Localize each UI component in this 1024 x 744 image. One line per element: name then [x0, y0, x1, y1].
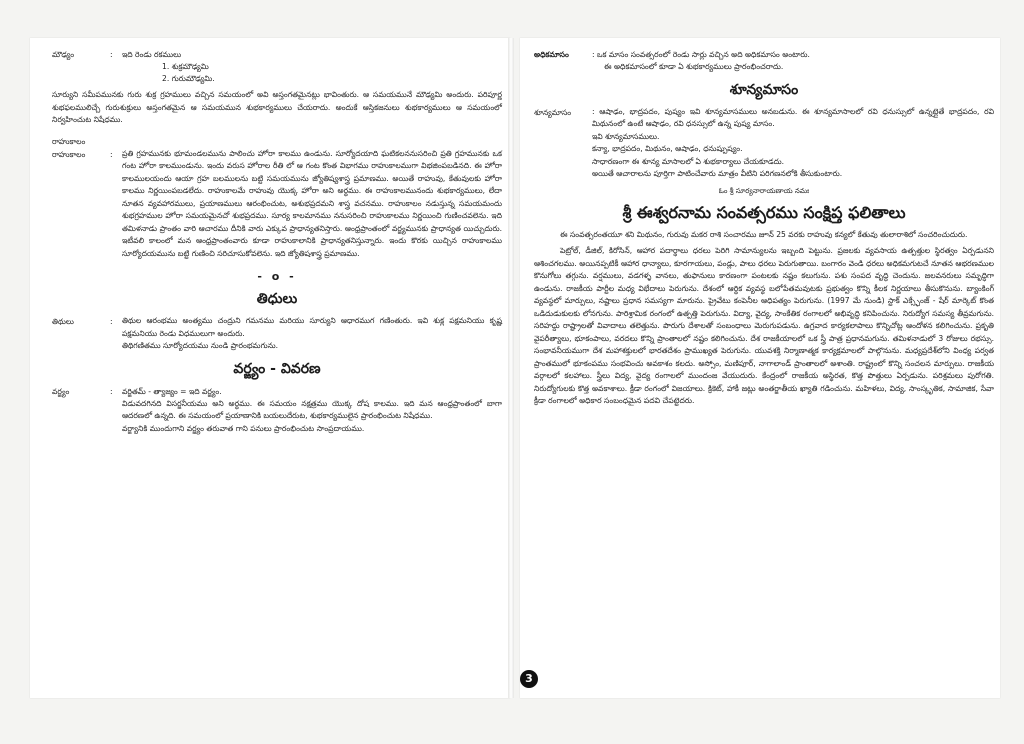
shunyamasam-line: కన్యా, భాద్రపదం, మిథునం, ఆషాఢం, ధనుష్పుష్యం.: [592, 144, 743, 153]
varjyam-row: [52, 385, 502, 398]
right-page: [520, 38, 1000, 698]
mouryam-item: 2. గురుమౌఢ్యమి.: [162, 74, 215, 83]
intro-paragraph: ఈ సంవత్సరంతయూ శని మిథునం, గురువు మకర రాశి సంచారము జూన్ 25 వరకు రాహువు కన్యలో కేతువు తులారాశిలో సంచరించుదురు.: [560, 229, 968, 239]
left-page: [30, 38, 510, 698]
mouryam-label: మౌఢ్యం: [52, 50, 75, 59]
shunyamasam-label: శూన్యమాసం: [534, 107, 572, 117]
adhikamasam-body: : ఒక మాసం సంవత్సరంలో రెండు సార్లు వచ్చిన అది అధికమాసం అంటారు.: [592, 50, 810, 59]
adhikamasam-label: అధికమాసం: [534, 50, 569, 59]
mouryam-item: 1. శుక్రమౌఢ్యమి: [162, 62, 209, 71]
right-page-content: [520, 38, 1000, 698]
rahukalam-body: ప్రతి గ్రహమునకు భూమండలమును పాలించు హోరా కాలము ఉండును. సూర్యోదయాది ఘటికలననుసరించి ప్రతి గ్రహమునకు ఒక గంట హోరా కాలముండును. ఇందు వరుస హోరాల రీతి లో ఆ గంట కొంత విభాగము రాహుకాలముగా విభజింపబడినది. ఈ హోరా కాలములయందు ఆయా గ్రహ బలములను బట్టి సమయమును జ్యోతిష్యశాస్త్ర ప్రమాణము. అయితే రాహువు, కేతువులకు హోరా కాలము నిర్ణయింపబడలేదు. రాహుకాలమే రాహువు యొక్క హోరా అని అర్థము. ఈ రాహుకాలమునందు శుభకార్యములు, లేదా నూతన వ్యవహారములు, ప్రయాణములు ఆరంభించుట, అశుభప్రదమని శాస్త్ర వచనము. రాహుకాలం నడుస్తున్న సమయమందు శుభగ్రహముల హోరా సమయమైనచో శుభప్రదము. సూర్య కాలమానము ననుసరించి రాహుకాలము నిర్ణయించి గుణించవలెను. ఇది తమిళనాడు ప్రాంతం వారి ఆచారము దీనికి వారు ఎక్కువ ప్రాధాన్యతనిస్తారు. ఆంధ్రప్రాంతంలో వర్జ్యమునకు ప్రాధాన్యత యిచ్చుదురు. ఇటీవలి కాలంలో మన ఆంధ్రప్రాంతంవారు కూడా రాహుకాలానికి ప్రాధాన్యతనిస్తున్నారు. ఇందు కొరకు యిచ్చిన రాహుకాలము సూర్యోదయమును బట్టి గుణించి సరిచూసుకోవలెను. ఇది జ్యోతిషశాస్త్ర ప్రమాణము.: [122, 148, 502, 258]
shunya-title: శూన్యమాసం: [729, 81, 799, 98]
invocation: ఓం శ్రీ సూర్యనారాయణాయ నమః: [718, 186, 810, 195]
left-page-content: [30, 38, 510, 698]
tidulu-title: తిధులు: [256, 291, 298, 307]
mouryam-row: [52, 48, 502, 61]
varjyam-label: వర్జ్యం: [52, 386, 70, 396]
varjyam-para1: విడువదగినది విసర్జనీయము అని అర్థము. ఈ సమయం నక్షత్రము యొక్క దోష కాలము. ఇది మన ఆంధ్రప్రాంతంలో బాగా ఆదరణలో ఉన్నది. ఈ సమయంలో ప్రయాణానికి బయలుదేరుట, శుభకార్యములైన ప్రారంభించుట నిషేధము.: [122, 398, 502, 420]
page-number: 3: [520, 670, 538, 688]
tidulu-body: తిథుల ఆరంభము అంత్యము చంద్రుని గమనము మరియు సూర్యుని ఆధారముగ గణింతురు. ఇవి శుక్ల పక్షమనియు కృష్ణ పక్షమనియు రెండు విధములుగా అందురు.: [122, 316, 502, 338]
varjyam-body: వర్జితమ్ - త్యాజ్యం = ఇది వర్జ్యం.: [122, 386, 222, 396]
tidulu-label: తిథులు: [52, 317, 74, 326]
section-divider: - o -: [257, 270, 297, 283]
shunyamasam-body: [592, 106, 994, 181]
adhikamasam-row: [534, 48, 994, 61]
rahukalam-row: [52, 148, 502, 261]
mouryam-body: ఇది రెండు రకములు: [122, 50, 182, 59]
mouryam-list: [52, 61, 502, 85]
shunyamasam-line: : ఆషాఢం, భాద్రపదం, పుష్యం ఇవి శూన్యమాసములు అనబడును. ఈ శూన్యమాసాలలో రవి ధనుస్సులో ఉన్నట్లైతే భాద్రపదం, రవి మిథునంలో ఉంటే ఆషాఢం, రవి ధనస్సులో ఉన్న పుష్య మాసం.: [592, 106, 994, 128]
shunyamasam-line: అయితే ఆచారాలను పూర్తిగా పాటించేవారు మాత్రం వీటిని పరిగణనలోకి తీసుకుంటారు.: [592, 169, 843, 178]
adhikamasam-extra: ఈ అధికమాసంలో కూడా ఏ శుభకార్యములు ప్రారంభించరాదు.: [604, 62, 784, 71]
tidulu-extra: తిథిగణితము సూర్యోదయము నుండి ప్రారంభమగును.: [122, 341, 279, 350]
colon: :: [110, 317, 113, 326]
main-title: శ్రీ ఈశ్వరనామ సంవత్సరము సంక్షిప్త ఫలితాలు: [622, 202, 906, 222]
book-gutter: [508, 38, 514, 698]
varjyam-para2: వర్జ్యానికి ముందుగాని వర్జ్యం తరువాత గాని పనులు ప్రారంభించుట సాంప్రదాయము.: [122, 423, 365, 433]
colon: :: [110, 50, 113, 59]
colon: :: [110, 386, 113, 396]
rahukalam-heading: [52, 135, 502, 148]
tidulu-row: [52, 315, 502, 340]
colon: :: [110, 149, 113, 159]
shunyamasam-row: [534, 106, 994, 181]
rahukalam-heading-text: రాహుకాలం: [52, 136, 86, 146]
varjyam-title: వర్జ్యం - వివరణ: [233, 360, 321, 377]
rahukalam-label: రాహుకాలం: [52, 149, 86, 159]
shunyamasam-line: సాధారణంగా ఈ శూన్య మాసాలలో ఏ శుభకార్యాలు చేయకూడదు.: [592, 156, 785, 166]
shunyamasam-line: ఇవి శూన్యమాసములు.: [592, 131, 660, 141]
predictions-paragraph: పెట్రోల్, డీజిల్, కిరోసిన్, ఆహార పదార్థాలు ధరలు పెరిగి సామాన్యులను ఇబ్బంది పెట్టును. ప్రజలకు వ్యవసాయ ఉత్పత్తుల స్థిరత్వం ఏర్పడునని ఆశించగలము. అయినప్పటికీ ఆహార ధాన్యాలు, కూరగాయలు, పండ్లు, పాలు ధరలు పెరుగుతాయి. బంగారం వెండి ధరలు అధికమగుటచే నూతన ఆభరణముల కొనుగోలు తగ్గును. వర్షములు, వడగళ్ళ వానలు, తుఫానులు కారణంగా పంటలకు నష్టం కలుగును. పశు సంపద వృద్ధి చెందును. జలవనరులు సమృద్ధిగా ఉండును. రాజకీయ పార్టీల మధ్య విభేదాలు పెరుగును. దేశంలో ఆర్థిక వ్యవస్థ బలోపేతమవుటకు ప్రభుత్వం కొన్ని కీలక నిర్ణయాలు తీసుకొనును. బ్యాంకింగ్ వ్యవస్థలో మార్పులు, నష్టాలు ప్రధాన సమస్యగా మారును. ప్రైవేటు కంపెనీల ఆధిపత్యం పెరుగును. (1997 మే నుండి) స్టాక్ ఎక్స్ఛేంజ్ - షేర్ మార్కెట్ కొంత ఒడిదుడుకులకు లోనగును. పారిశ్రామిక రంగంలో ఉత్పత్తి పెరుగును. విద్యా, వైద్య, సాంకేతిక రంగాలలో అభివృద్ధి కనిపించును. నిరుద్యోగ సమస్య తీవ్రమగును. సరిహద్దు రాష్ట్రాలతో వివాదాలు తలెత్తును. పొరుగు దేశాలతో సంబంధాలు మెరుగుపడును. ఉగ్రవాద కార్యకలాపాలు కొన్నిచోట్ల ఆందోళన కలిగించును. ప్రకృతి వైపరీత్యాలు, భూకంపాలు, వరదలు కొన్ని ప్రాంతాలలో నష్టం కలిగించును. దేశ రాజకీయాలలో ఒక స్త్రీ పాత్ర ప్రధానమగును. తమిళనాడులో 3 రోజులు రభస్సు. సంభావనీయముగా దేశ మహాశక్తులలో భారతదేశం ప్రాముఖ్యత పెరుగును. యువశక్తి నిర్మాణాత్మక కార్యక్రమాలలో పాల్గొనును. మధ్యప్రదేశ్‌లోని వింధ్య పర్వత ప్రాంతములో భూకంపము సంభవించు అవకాశం కలదు. అస్సోం, మణిపూర్, నాగాలాండ్ ప్రాంతాలలో అశాంతి. రాష్ట్రంలో కొన్ని సంచలన మార్పులు. రాజకీయ వర్గాలలో కలహాలు. స్త్రీలు విద్య, వైద్య రంగాలలో ముందంజ వేయుదురు. కేంద్రంలో రాజకీయ అస్థిరత, కొత్త పొత్తులు ఏర్పడును. పరిశ్రమలు పురోగతి. నిరుద్యోగులకు కొత్త అవకాశాలు. క్రీడా రంగంలో విజయాలు. క్రికెట్, హాకీ జట్లు అంతర్జాతీయ ఖ్యాతి గడించును. మహిళలు, విద్య, సాంస్కృతిక, సామాజిక, సేవా క్రీడా రంగాలలో అధికార సంబంధమైన పదవి చేపట్టెదరు.: [534, 246, 994, 405]
mouryam-paragraph: సూర్యుని సమీపమునకు గురు శుక్ర గ్రహములు వచ్చిన సమయంలో అవి అస్తంగతమైనట్లు భావింతురు. ఆ సమయమునే మౌఢ్యమి అందురు. పరిపూర్ణ శుభఫలములిచ్చే గురుశుక్రులు అస్తంగతమైన ఆ సమయమున శుభకార్యములు చేయరాదు. అందుకే ఆస్తికజనులు శుభకార్యములు ఆ సమయంలో నిర్వహించుట నిషేధము.: [52, 90, 502, 124]
